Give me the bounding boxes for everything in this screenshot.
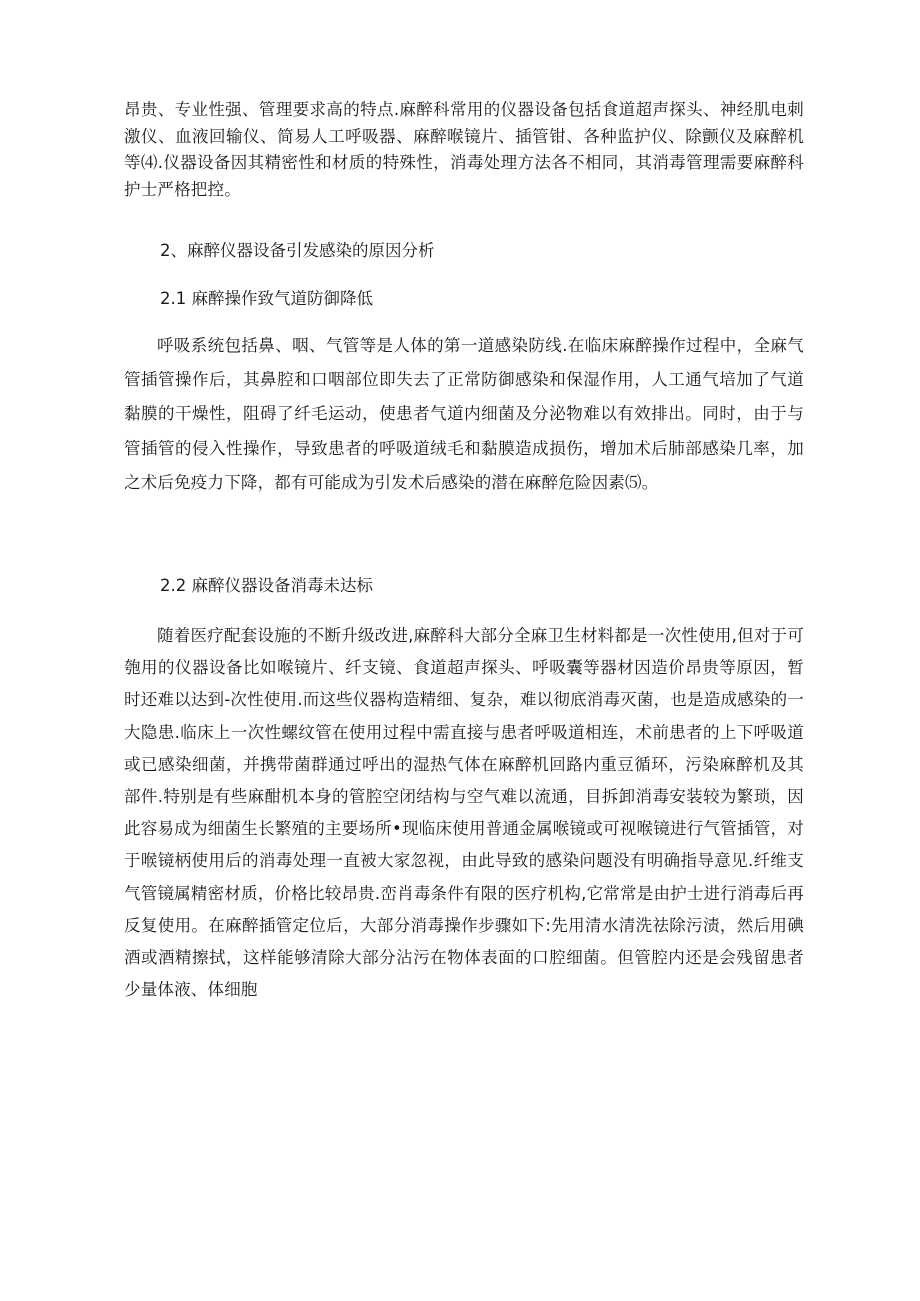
section-heading-2-1: 2.1 麻醉操作致气道防御降低: [160, 289, 373, 308]
paragraph-equipment-intro: 昂贵、专业性强、管理要求高的特点.麻醉科常用的仪器设备包括食道超声探头、神经肌电刺激仪、血液回输仪、简易人工呼吸器、麻醉喉镜片、插管钳、各种监护仪、除颤仪及麻醉机等⑷.仪器设备因其精密性和材质的特殊性，消毒处理方法各不相同，其消毒管理需要麻醉科护士严格把控。: [124, 100, 804, 199]
section-heading-2-2: 2.2 麻醉仪器设备消毒未达标: [160, 576, 373, 595]
section-heading-2: 2、麻醉仪器设备引发感染的原因分析: [160, 241, 435, 260]
paragraph-airway-defense: 呼吸系统包括鼻、咽、气管等是人体的第一道感染防线.在临床麻醉操作过程中，全麻气管插管操作后，其鼻腔和口咽部位即失去了正常防御感染和保湿作用，人工通气培加了气道黏膜的干燥性，阻碍了纤毛运动，使患者气道内细菌及分泌物难以有效排出。同时，由于与管插管的侵入性操作，导致患者的呼吸道绒毛和黏膜造成损伤，增加术后肺部感染几率，加之术后免疫力下降，都有可能成为引发术后感染的潜在麻醉危险因素⑸。: [124, 336, 804, 492]
paragraph-disinfection: 随着医疗配套设施的不断升级改进,麻醉科大部分全麻卫生材料都是一次性使用,但对于可匏用的仪器设备比如喉镜片、纤支镜、食道超声探头、呼吸囊等器材因造价昂贵等原因，暂时还难以达到-次性使用.而这些仪器构造精细、复杂，难以彻底消毒灭菌，也是造成感染的一大隐患.临床上一次性螺纹管在使用过程中需直接与患者呼吸道相连，术前患者的上下呼吸道或已感染细菌，并携带菌群通过呼出的湿热气体在麻醉机回路内重豆循环，污染麻醉机及其部件.特别是有些麻酣机本身的管腔空闭结构与空气难以流通，目拆卸消毒安装较为繁琐，因此容易成为细菌生长繁殖的主要场所•现临床使用普通金属喉镜或可视喉镜进行气管插管，对于喉镜柄使用后的消毒处理一直被大家忽视，由此导致的感染问题没有明确指导意见.纤维支气管镜属精密材质，价格比较昂贵.峦肖毒条件有限的医疗机构,它常常是由护士进行消毒后再反复使用。在麻醉插管定位后，大部分消毒操作步骤如下:先用清水清洗祛除污渍，然后用碘酒或酒精擦拭，这样能够清除大部分沾污在物体表面的口腔细菌。但管腔内还是会残留患者少量体液、体细胞: [124, 626, 804, 1000]
